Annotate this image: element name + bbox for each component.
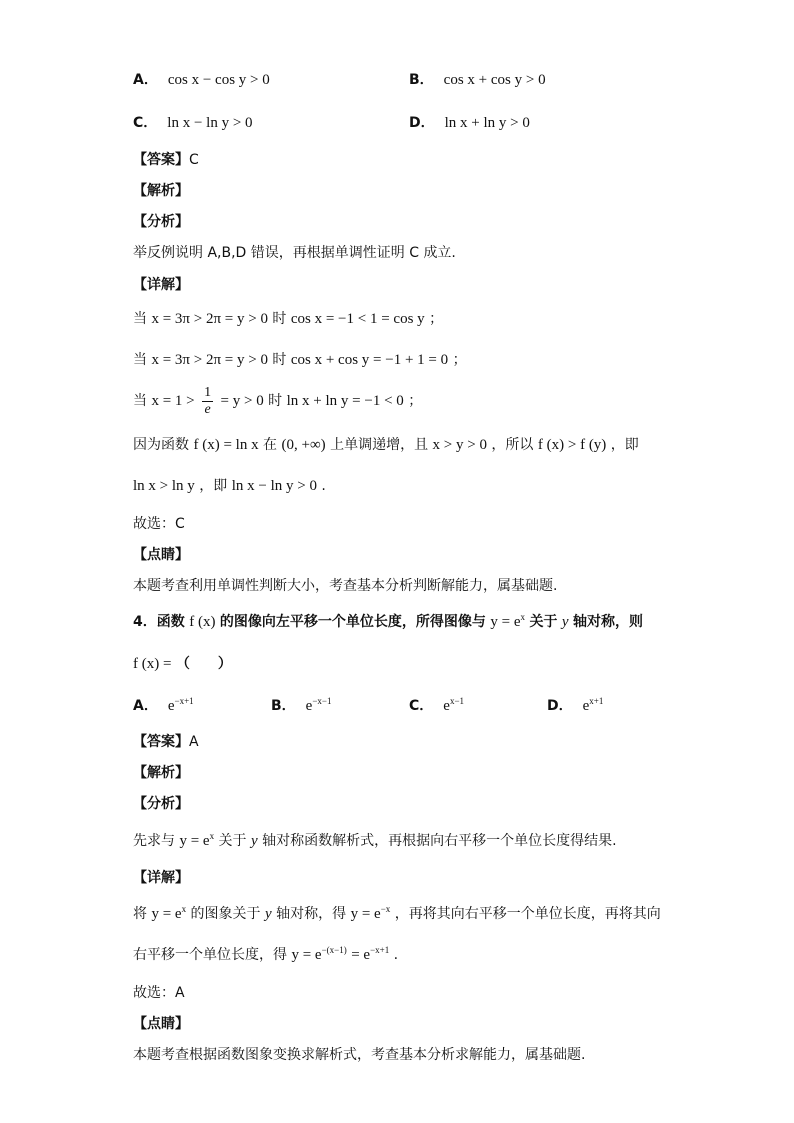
- q3-option-d: [409, 114, 530, 132]
- q3-detail-line-2: [133, 351, 467, 369]
- q3-fenxi-heading: 【分析】: [133, 214, 189, 230]
- q3-xiangjie-heading: 【详解】: [133, 277, 189, 293]
- option-label: D．: [547, 698, 573, 714]
- text: 时: [272, 352, 287, 368]
- text: 轴对称，得: [276, 906, 347, 922]
- option-expr: ln x + ln y > 0: [444, 115, 530, 131]
- math-superscript: x+1: [589, 696, 604, 706]
- text: .: [393, 947, 399, 963]
- math-superscript: −x+1: [370, 945, 390, 955]
- q4-stem-line-2: [133, 655, 232, 673]
- q3-dianjing-heading: 【点睛】: [133, 547, 189, 563]
- math: x > y > 0: [432, 437, 487, 453]
- text: 因为函数: [133, 437, 189, 453]
- math-base: e: [167, 698, 175, 714]
- math: [351, 947, 389, 963]
- math: = y > 0: [220, 393, 264, 409]
- math: [291, 947, 346, 963]
- option-expr: [168, 698, 194, 714]
- q4-xiangjie-heading: 【详解】: [133, 870, 189, 886]
- text: 时: [268, 393, 283, 409]
- math-base: y = e: [291, 947, 322, 963]
- option-expr: cos x − cos y > 0: [167, 72, 270, 88]
- q3-option-b: [409, 71, 546, 89]
- q3-jiexi-heading: 【解析】: [133, 183, 189, 199]
- math-base: y = e: [179, 833, 210, 849]
- text: ，即: [610, 437, 639, 453]
- math: f (x) > f (y): [537, 437, 607, 453]
- math-base: = e: [351, 947, 371, 963]
- math-base: y = e: [350, 906, 381, 922]
- q4-option-c: [409, 697, 464, 715]
- option-expr: cos x + cos y > 0: [443, 72, 546, 88]
- text: 轴对称函数解析式，再根据向右平移一个单位长度得结果.: [262, 833, 617, 849]
- text: 右平移一个单位长度，得: [133, 947, 287, 963]
- text: 的图像向左平移一个单位长度，所得图像与: [219, 614, 486, 630]
- text: .: [321, 478, 326, 494]
- text: 的图象关于: [190, 906, 261, 922]
- q3-option-c: [133, 114, 253, 132]
- answer-tag: 【答案】: [133, 152, 189, 168]
- text: 轴对称，则: [573, 614, 644, 630]
- q3-guxuan: 故选：C: [133, 516, 185, 532]
- math: x = 3π > 2π = y > 0: [151, 352, 268, 368]
- math: f (x) =: [133, 656, 172, 672]
- q3-answer: [133, 151, 199, 169]
- q4-option-d: [547, 697, 603, 715]
- math: cos x = −1 < 1 = cos y: [290, 311, 425, 327]
- math-base: e: [305, 698, 313, 714]
- math: ln x + ln y = −1 < 0: [286, 393, 404, 409]
- q4-stem-line-1: [133, 613, 643, 631]
- q4-fenxi-heading: 【分析】: [133, 796, 189, 812]
- text: ；: [408, 393, 423, 409]
- math-superscript: x−1: [449, 696, 465, 706]
- math: [351, 906, 391, 922]
- math: x = 3π > 2π = y > 0: [151, 311, 268, 327]
- q3-dianjing-text: 本题考查利用单调性判断大小，考查基本分析判断解能力，属基础题.: [133, 578, 558, 594]
- text: ，再将其向右平移一个单位长度，再将其向: [394, 906, 661, 922]
- text: 关于: [529, 614, 558, 630]
- math: ln x − ln y > 0: [231, 478, 317, 494]
- math-base: y = e: [151, 906, 182, 922]
- math: y: [561, 614, 569, 630]
- option-label: C．: [409, 698, 434, 714]
- q4-detail-line-2: [133, 946, 398, 964]
- option-label: A．: [133, 698, 158, 714]
- fraction-denominator: e: [204, 401, 211, 417]
- math: x = 1 >: [151, 393, 195, 409]
- math-superscript: x: [209, 831, 215, 841]
- text: 先求与: [133, 833, 175, 849]
- math-superscript: −(x−1): [321, 945, 347, 955]
- option-label: B．: [271, 698, 296, 714]
- q4-answer: [133, 733, 199, 751]
- text: ，即: [199, 478, 228, 494]
- math-base: e: [443, 698, 450, 714]
- option-expr: [583, 698, 604, 714]
- math-superscript: −x+1: [174, 696, 194, 706]
- text: 在: [263, 437, 278, 453]
- math: y: [250, 833, 258, 849]
- text: ；: [452, 352, 467, 368]
- math: cos x + cos y = −1 + 1 = 0: [290, 352, 449, 368]
- q4-jiexi-heading: 【解析】: [133, 765, 189, 781]
- q3-detail-line-1: [133, 310, 443, 328]
- answer-value: C: [189, 152, 199, 168]
- q3-detail-line-3: [133, 384, 422, 418]
- text: 当: [133, 393, 147, 409]
- option-expr: [306, 698, 332, 714]
- math: [179, 833, 214, 849]
- q4-dianjing-text: 本题考查根据函数图象变换求解析式，考查基本分析求解能力，属基础题.: [133, 1047, 586, 1063]
- text: 上单调递增，且: [330, 437, 429, 453]
- answer-value: A: [189, 734, 199, 750]
- math: (0, +∞): [281, 437, 326, 453]
- q3-option-a: [133, 71, 270, 89]
- text: ；: [429, 311, 444, 327]
- q3-detail-line-5: [133, 477, 326, 495]
- text: 时: [272, 311, 287, 327]
- q4-option-a: [133, 697, 194, 715]
- math: f (x): [189, 614, 216, 630]
- q4-fenxi-text: [133, 832, 617, 850]
- text: 4．函数: [133, 614, 185, 630]
- q3-detail-line-4: [133, 436, 639, 454]
- math-base: y = e: [490, 614, 521, 630]
- option-expr: ln x − ln y > 0: [167, 115, 253, 131]
- option-label: A．: [133, 72, 158, 88]
- math-superscript: x: [520, 612, 525, 622]
- text: 将: [133, 906, 147, 922]
- option-label: D．: [409, 115, 435, 131]
- math: [490, 614, 525, 630]
- answer-tag: 【答案】: [133, 734, 189, 750]
- option-label: C．: [133, 115, 158, 131]
- math: y: [264, 906, 272, 922]
- math-superscript: x: [181, 904, 187, 914]
- q4-option-b: [271, 697, 332, 715]
- fraction: [202, 385, 213, 418]
- text: （ ）: [175, 656, 232, 672]
- text: ，所以: [491, 437, 534, 453]
- math: f (x) = ln x: [193, 437, 259, 453]
- math-superscript: −x−1: [312, 696, 332, 706]
- text: 关于: [218, 833, 247, 849]
- text: 当: [133, 311, 147, 327]
- math: [151, 906, 186, 922]
- math: ln x > ln y: [133, 478, 195, 494]
- q4-guxuan: 故选：A: [133, 985, 185, 1001]
- text: 当: [133, 352, 147, 368]
- fraction-numerator: 1: [204, 384, 212, 400]
- option-expr: [443, 698, 464, 714]
- q4-detail-line-1: [133, 905, 661, 923]
- q4-dianjing-heading: 【点睛】: [133, 1016, 189, 1032]
- math-base: e: [582, 698, 590, 714]
- option-label: B．: [409, 72, 434, 88]
- math-superscript: −x: [380, 904, 391, 914]
- q3-fenxi-text: 举反例说明 A,B,D 错误，再根据单调性证明 C 成立.: [133, 245, 456, 261]
